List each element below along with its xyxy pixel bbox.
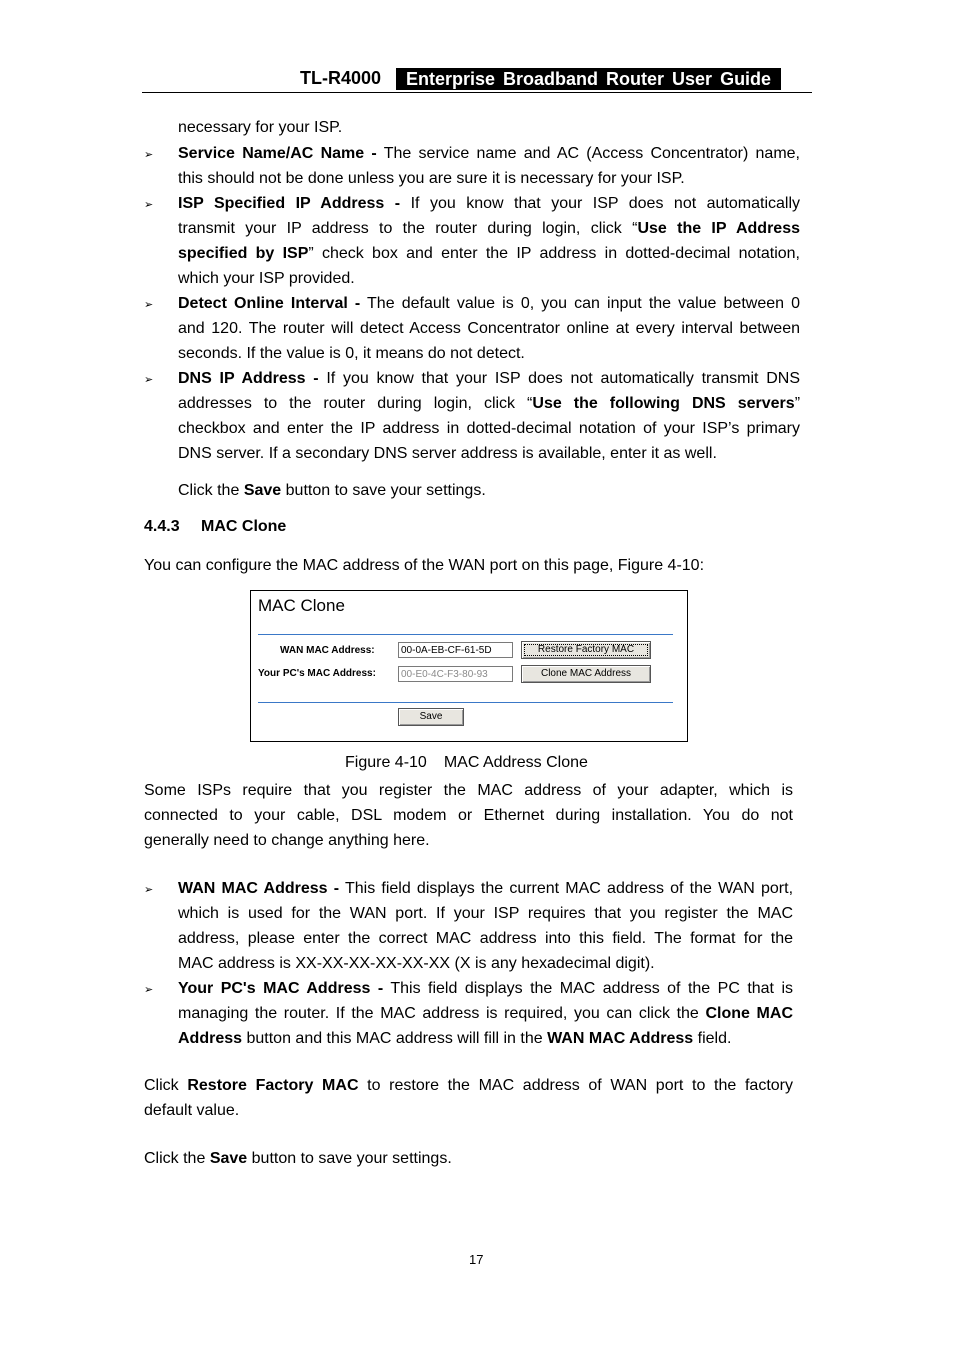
pc-mac-label: Your PC's MAC Address: [258,668,376,679]
bullet-dns-ip-address: DNS IP Address - If you know that your ISP does not automatically transmit DNS addresses to the router during login, click “Use the following DNS servers” checkbox and enter the IP address in dotted-decimal notation of your ISP’s primary DNS server. If a secondary DNS server address is available, enter it as well. [178,370,801,462]
header-model: TL-R4000 [300,68,382,88]
bullet-service-name: Service Name/AC Name - The service name and AC (Access Concentrator) name, this should not be done unless you are sure it is necessary for your ISP. [178,145,801,187]
section-title: MAC Clone [201,518,287,535]
divider-bottom [258,702,673,703]
page-number: 17 [469,1252,484,1267]
header-title: Enterprise Broadband Router User Guide [396,68,781,90]
section-number: 4.4.3 [144,518,180,535]
bullet-arrow-icon: ➢ [144,149,154,161]
panel-title: MAC Clone [258,596,345,615]
mac-clone-panel [250,590,688,742]
wan-mac-input[interactable]: 00-0A-EB-CF-61-5D [398,642,513,658]
clone-mac-address-button[interactable]: Clone MAC Address [521,665,651,683]
figure-caption: Figure 4-10 MAC Address Clone [345,754,588,771]
bullet-isp-specified-ip: ISP Specified IP Address - If you know that your ISP does not automatically transmit your IP address to the router during login, click “Use the IP Address specified by ISP” check box and enter the IP address in dotted-decimal notation, which your ISP provided. [178,195,801,287]
save-button[interactable]: Save [398,708,464,726]
isp-register-paragraph: Some ISPs require that you register the MAC address of your adapter, which is connected to your cable, DSL modem or Ethernet during installation. You do not generally need to change anything here. [144,782,793,849]
wan-mac-label: WAN MAC Address: [280,645,375,656]
restore-paragraph: Click Restore Factory MAC to restore the MAC address of WAN port to the factory default value. [144,1077,793,1119]
bullet-arrow-icon: ➢ [144,199,154,211]
pc-mac-input[interactable]: 00-E0-4C-F3-80-93 [398,666,513,682]
bullet-detect-online-interval: Detect Online Interval - The default value is 0, you can input the value between 0 and 120. The router will detect Access Concentrator online at every interval between seconds. If the value is 0, it means do not detect. [178,295,801,362]
bullet-arrow-icon: ➢ [144,374,154,386]
section-heading [144,518,286,536]
final-save-instruction: Click the Save button to save your settings. [144,1150,452,1167]
section-intro: You can configure the MAC address of the WAN port on this page, Figure 4-10: [144,557,705,574]
bullet-arrow-icon: ➢ [144,299,154,311]
continued-text: necessary for your ISP. [178,119,343,136]
bullet-wan-mac-address: WAN MAC Address - This field displays the current MAC address of the WAN port, which is used for the WAN port. If your ISP requires that you register the MAC address, please enter the correct MAC address into this field. The format for the MAC address is XX-XX-XX-XX-XX-XX (X is any hexadecimal digit). [178,880,794,972]
bullet-arrow-icon: ➢ [144,984,154,996]
bullet-pc-mac-address: Your PC's MAC Address - This field displays the MAC address of the PC that is managing the router. If the MAC address is required, you can click the Clone MAC Address button and this MAC address will fill in the WAN MAC Address field. [178,980,794,1047]
bullet-arrow-icon: ➢ [144,884,154,896]
page-header [142,66,812,93]
divider-top [258,634,673,635]
save-instruction: Click the Save button to save your settings. [178,482,486,499]
restore-factory-mac-button[interactable]: Restore Factory MAC [521,641,651,659]
